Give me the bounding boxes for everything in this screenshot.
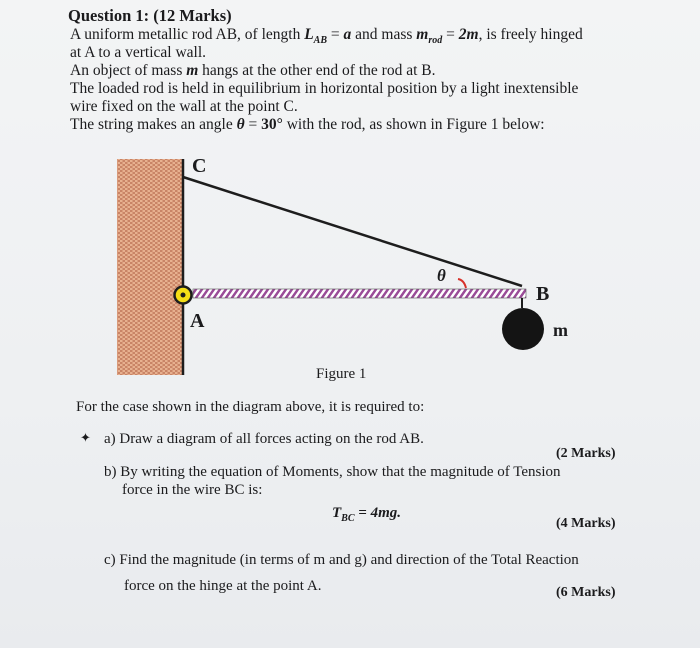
label-m: m [553, 320, 568, 340]
task-c-line-1: c) Find the magnitude (in terms of m and g) and direction of the Total Reaction [104, 552, 579, 568]
mass-m [502, 308, 544, 350]
task-a-marks: (2 Marks) [556, 446, 616, 461]
angle-arc [458, 279, 466, 288]
wire-bc [183, 177, 522, 286]
question-line-3: An object of mass m hangs at the other end of the rod at B. [70, 62, 436, 79]
question-line-4: The loaded rod is held in equilibrium in horizontal position by a light inextensible [70, 80, 579, 97]
task-b-line-1: b) By writing the equation of Moments, show that the magnitude of Tension [104, 464, 561, 480]
task-a: a) Draw a diagram of all forces acting on the rod AB. [104, 431, 424, 447]
label-b: B [536, 283, 550, 305]
question-line-1: A uniform metallic rod AB, of length $L_{AB} = a$ and mass $m_{rod} = 2m$, is freely hinged [70, 26, 583, 47]
figure-caption: Figure 1 [316, 366, 367, 382]
question-line-5: wire fixed on the wall at the point C. [70, 98, 298, 115]
task-c-line-2: force on the hinge at the point A. [124, 578, 322, 594]
tension-equation: $T_{BC} = 4mg$. [332, 505, 401, 524]
question-line-6: The string makes an angle θ = 30° with the rod, as shown in Figure 1 below: [70, 116, 545, 133]
question-title: Question 1: (12 Marks) [68, 6, 232, 25]
figure-1 [100, 150, 620, 380]
label-a: A [190, 310, 205, 332]
task-b-line-2: force in the wire BC is: [122, 482, 263, 498]
wall [117, 159, 183, 375]
label-c: C [192, 155, 207, 177]
pen-mark-icon: ✦ [80, 430, 91, 445]
rod-ab [193, 289, 526, 298]
task-b-marks: (4 Marks) [556, 516, 616, 531]
hinge-pin [181, 293, 186, 298]
question-line-2: at A to a vertical wall. [70, 44, 207, 61]
tasks-intro: For the case shown in the diagram above, it is required to: [76, 399, 425, 415]
label-theta: θ [437, 266, 446, 285]
task-c-marks: (6 Marks) [556, 585, 616, 600]
